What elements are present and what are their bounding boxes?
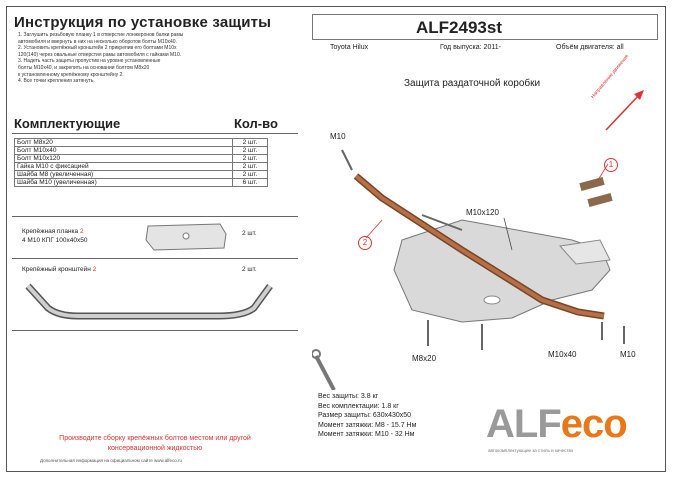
instruction-line: 4. Все точки крепления затянуть. (18, 78, 95, 85)
year: Год выпуска: 2011- (440, 44, 501, 51)
table-row (15, 155, 268, 163)
site-note: Дополнительная информация на официальном сайте www.alfeco.ru (40, 458, 183, 463)
part-qty: 2 шт. (233, 139, 268, 147)
callout-m10-top: M10 (330, 132, 346, 141)
spec-list (318, 392, 416, 440)
kit-heading: Комплектующие (14, 116, 121, 131)
instruction-line: 120(140) через овальные отверстия рамы автомобиля с гайками M10. (18, 51, 182, 58)
bracket-label-row (22, 266, 96, 273)
warning-line: консервационной жидкостью (107, 445, 203, 452)
logo-accent: eco (560, 402, 627, 446)
logo-main: ALF (486, 402, 561, 446)
logo-tagline: автокомплектующие за стиль и качество (488, 448, 574, 453)
drawing-subtitle: Защита раздаточной коробки (404, 78, 541, 89)
part-qty: 2 шт. (233, 155, 268, 163)
instruction-line: 2. Установить крепёжный кронштейн 2 прикрепив его болтами M10х (18, 45, 177, 52)
callout-2: 2 (358, 236, 372, 250)
instruction-line: 3. Надеть часть защиты пропустив на уровне установленные (18, 58, 161, 65)
table-row (15, 171, 268, 179)
engine: Объём двигателя: all (556, 44, 624, 51)
spec-line: Момент затяжки: M8 - 15.7 Нм (318, 421, 417, 429)
instruction-list (18, 32, 300, 85)
plate-label: Крепёжная планка (22, 228, 79, 235)
part-qty: 2 шт. (233, 171, 268, 179)
spec-line: Вес защиты: 3.8 кг (318, 393, 379, 400)
warning-line: Производите сборку крепёжных болтов местом или другой (59, 435, 251, 442)
table-row (15, 163, 268, 171)
kit-divider (12, 216, 298, 217)
bracket-number: 2 (92, 266, 97, 273)
plate-number: 2 (79, 228, 84, 235)
callout-m8x20: M8x20 (412, 354, 437, 363)
part-name: Шайба M8 (увеличенная) (15, 171, 233, 179)
product-code: ALF2493st (416, 18, 502, 37)
qty-heading: Кол-во (234, 116, 278, 131)
callout-m10x120: M10x120 (466, 208, 499, 217)
callout-1: 1 (604, 158, 618, 172)
instruction-line: к установленному крепёжному кронштейну 2. (18, 71, 124, 78)
instruction-line: 1. Заглушить резьбовую планку 1 в отверстие лонжеронов балки рамы (18, 32, 184, 38)
part-qty: 2 шт. (233, 163, 268, 171)
callout-m10x40: M10x40 (548, 350, 577, 359)
part-name: Болт M8х20 (15, 139, 233, 147)
part-name: Шайба M10 (увеличенная) (15, 179, 233, 187)
callout-m10-bottom: M10 (620, 350, 636, 359)
table-row (15, 179, 268, 187)
table-row (15, 147, 268, 155)
instruction-line: болты M10х40, и закрепить на основании болтом M8х20 (18, 64, 150, 71)
table-row (15, 139, 268, 147)
instruction-title: Инструкция по установке защиты (14, 14, 272, 31)
kit-divider (12, 258, 298, 259)
plate-label-row (22, 228, 84, 235)
spec-line: Вес комплектации: 1.8 кг (318, 402, 399, 410)
kit-divider (12, 133, 298, 134)
spec-line: Размер защиты: 630х430х50 (318, 412, 412, 419)
plate-drawing (140, 220, 230, 254)
plate-sublabel: 4 M10 КПГ 100х40х50 (22, 237, 88, 244)
part-name: Болт M10х120 (15, 155, 233, 163)
direction-text: Направление движения (590, 53, 631, 100)
part-qty: 6 шт. (233, 179, 268, 187)
parts-table (14, 138, 268, 187)
part-name: Болт M10х40 (15, 147, 233, 155)
spec-line: Момент затяжки: M10 - 32 Нм (318, 431, 415, 438)
car-model: Toyota Hilux (330, 44, 369, 51)
kit-divider (12, 330, 298, 331)
warning-text (10, 434, 300, 454)
part-name: Гайка M10 с фиксацией (15, 163, 233, 171)
instruction-line: автомобиля и ввернуть в них на несколько оборотов болты M10х40. (18, 38, 177, 45)
bracket-drawing (18, 278, 280, 324)
plate-qty: 2 шт. (242, 230, 257, 237)
part-qty: 2 шт. (233, 147, 268, 155)
bracket-qty: 2 шт. (242, 266, 257, 273)
bracket-label: Крепёжный кронштейн (22, 266, 91, 273)
alfeco-logo (486, 402, 627, 447)
